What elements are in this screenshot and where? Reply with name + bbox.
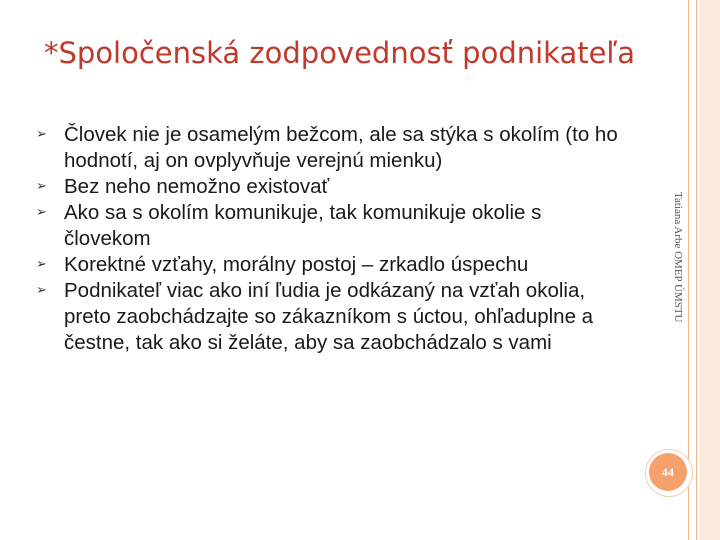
side-stripe	[700, 0, 720, 540]
bullet-item	[36, 122, 631, 174]
page-number: 44	[649, 453, 687, 491]
arrowhead-icon: ➢	[36, 257, 47, 272]
bullet-item	[36, 200, 631, 252]
bullet-text: Podnikateľ viac ako iní ľudia je odkázaný na vzťah okolia, preto zaobchádzajte so zákazníkom s úctou, ohľaduplne a čestne, tak ako si želáte, aby sa zaobchádzalo s vami	[64, 279, 594, 354]
arrowhead-icon: ➢	[36, 179, 47, 194]
arrowhead-icon: ➢	[36, 205, 47, 220]
bullet-text: Človek nie je osamelým bežcom, ale sa stýka s okolím (to ho hodnotí, aj on ovplyvňuje verejnú mienku)	[64, 123, 618, 172]
bullet-text: Ako sa s okolím komunikuje, tak komunikuje okolie s človekom	[64, 201, 542, 250]
arrowhead-icon: ➢	[36, 127, 47, 142]
bullet-item	[36, 174, 631, 200]
slide-title: *Spoločenská zodpovednosť podnikateľa	[44, 36, 636, 70]
bullet-text: Korektné vzťahy, morálny postoj – zrkadlo úspechu	[64, 253, 529, 276]
side-caption: Tatiana Arbe OMEP ÚMSTU	[672, 192, 684, 323]
vertical-rule	[696, 0, 697, 540]
bullet-item	[36, 252, 631, 278]
bullet-item	[36, 278, 631, 356]
bullet-list	[36, 122, 631, 356]
arrowhead-icon: ➢	[36, 283, 47, 298]
bullet-text: Bez neho nemožno existovať	[64, 175, 330, 198]
